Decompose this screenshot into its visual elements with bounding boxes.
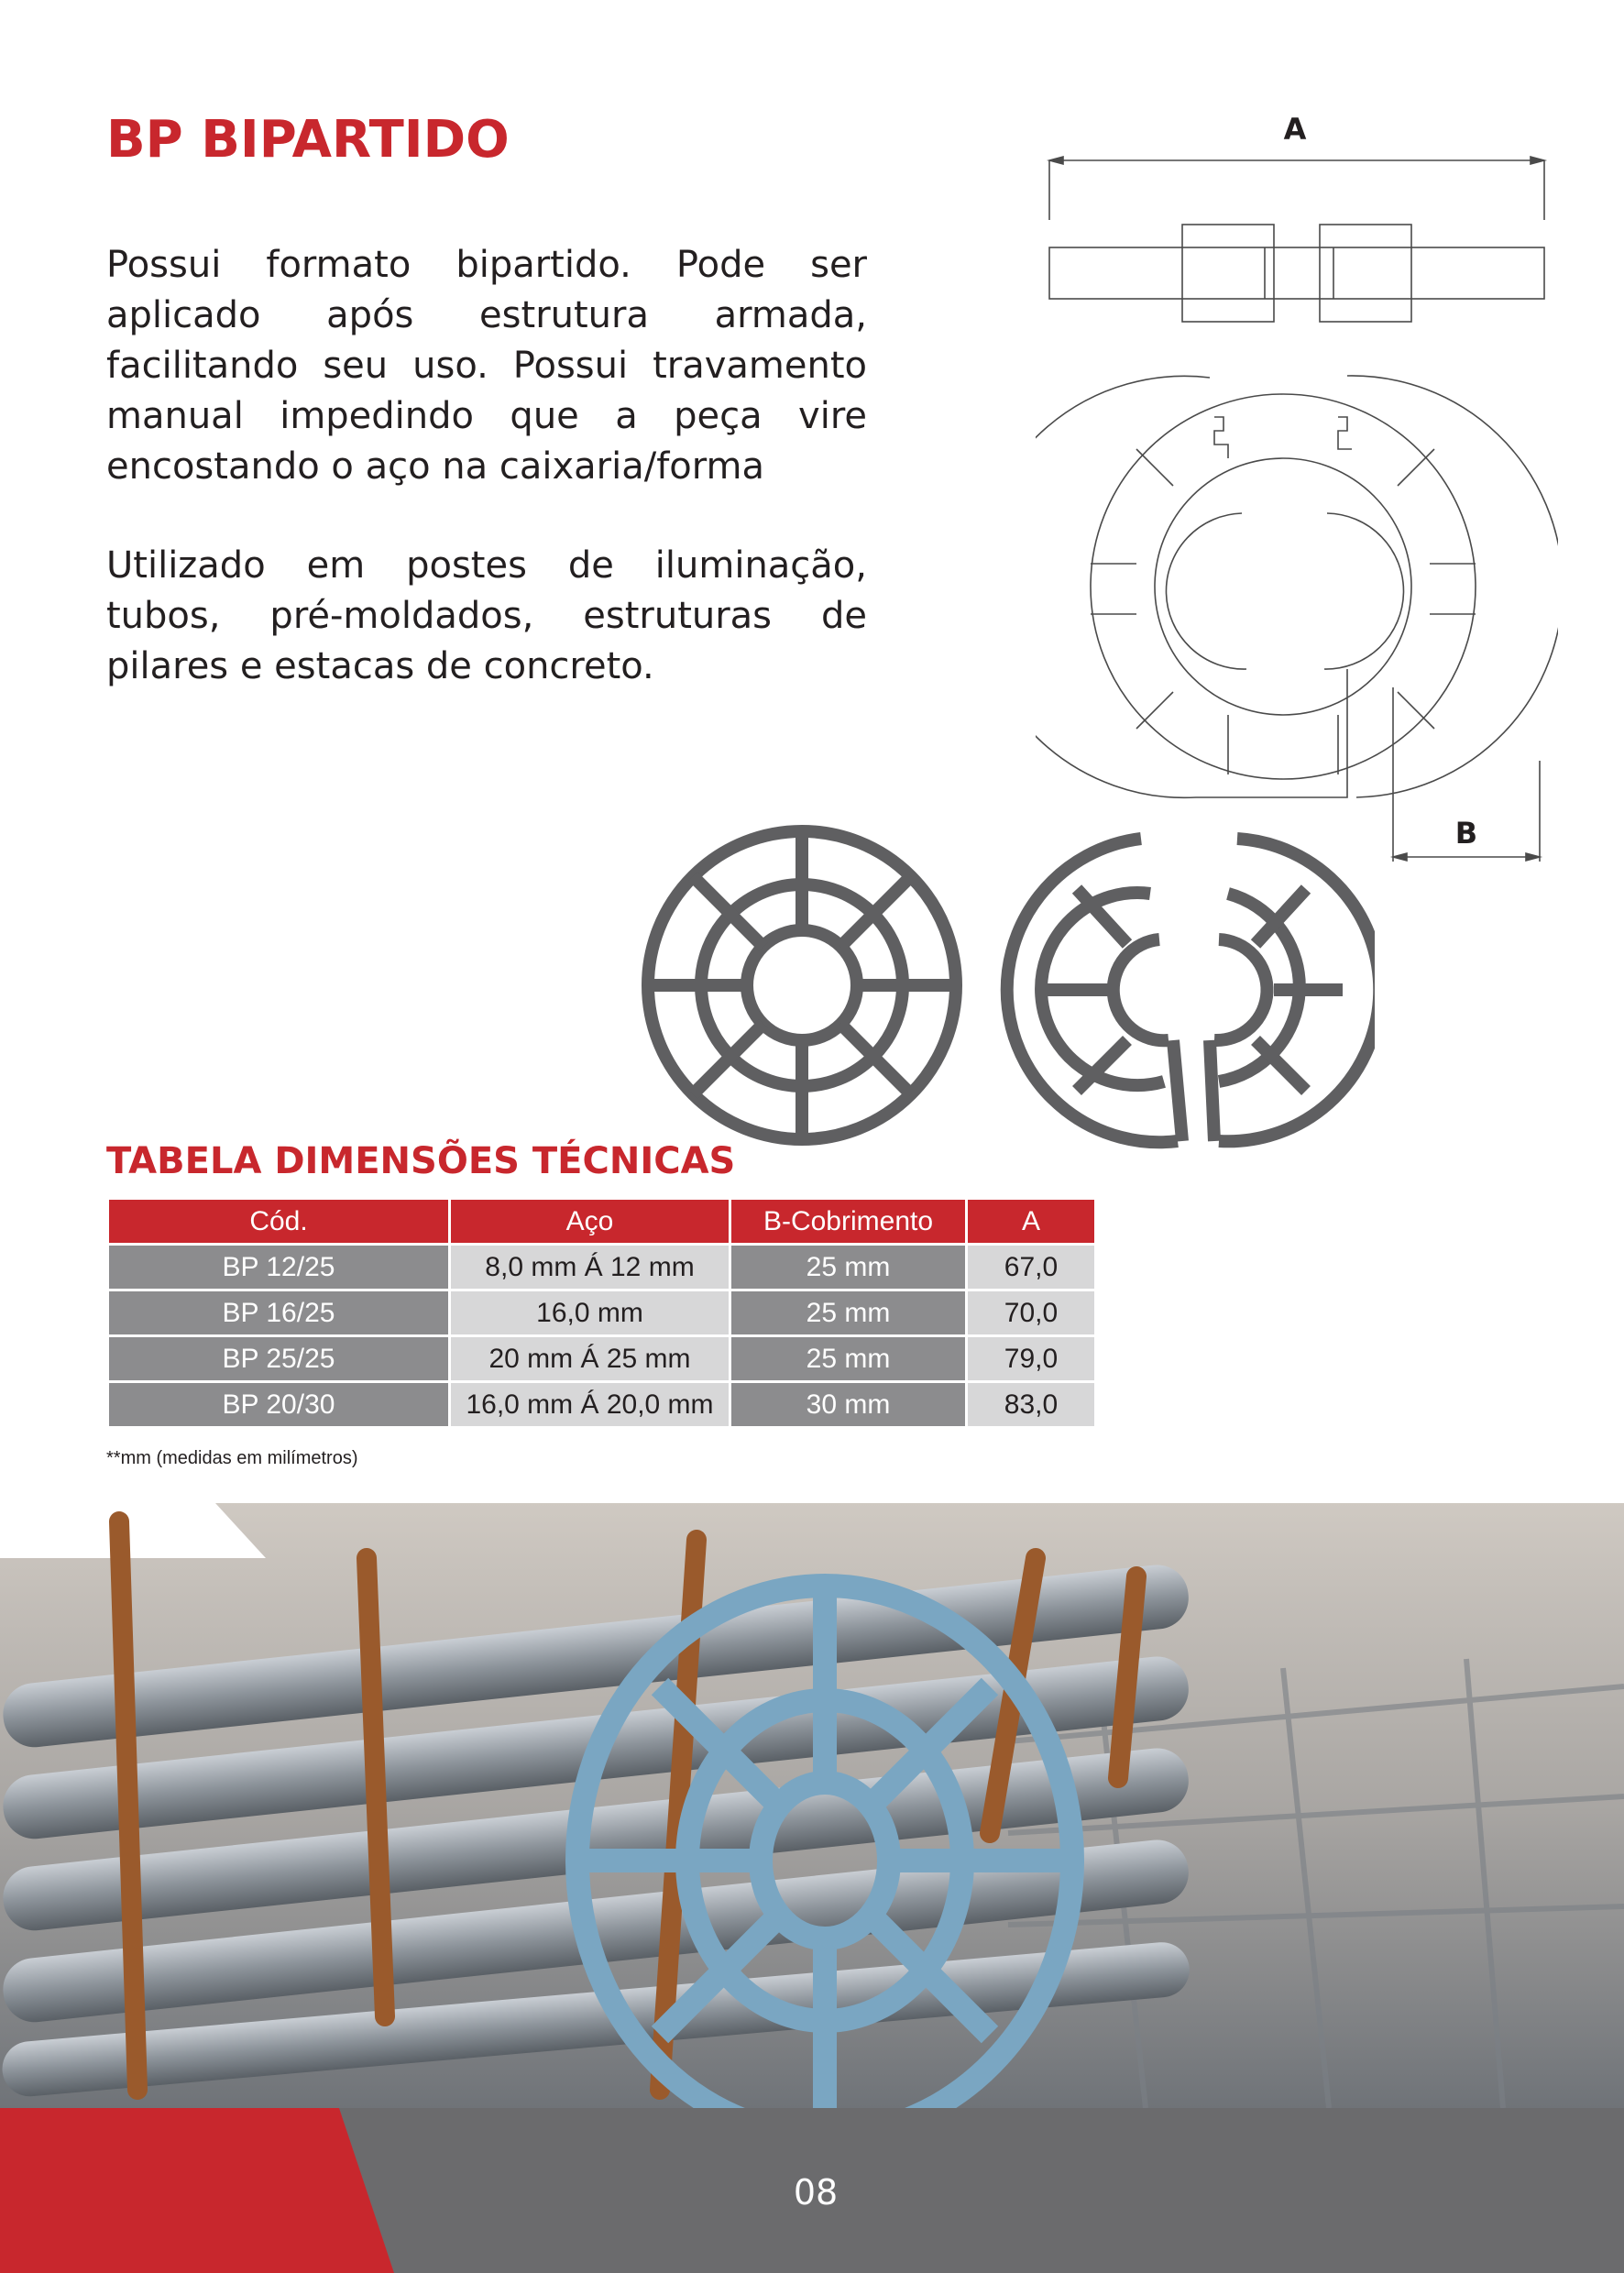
cell-cod: BP 12/25 [109, 1246, 448, 1289]
technical-diagram [1036, 101, 1558, 880]
cell-cobrimento: 30 mm [731, 1383, 965, 1426]
cell-aco: 16,0 mm Á 20,0 mm [451, 1383, 729, 1426]
cell-aco: 20 mm Á 25 mm [451, 1337, 729, 1380]
cell-cobrimento: 25 mm [731, 1246, 965, 1289]
table-row [109, 1246, 1094, 1289]
header-cobrimento: B-Cobrimento [731, 1200, 965, 1243]
cell-a: 79,0 [968, 1337, 1094, 1380]
table-row [109, 1337, 1094, 1380]
spec-table [106, 1197, 1097, 1429]
cell-cod: BP 16/25 [109, 1291, 448, 1334]
table-row [109, 1383, 1094, 1426]
table-header-row [109, 1200, 1094, 1243]
page-number: 08 [793, 2172, 839, 2213]
page-title: BP BIPARTIDO [106, 110, 510, 170]
spacer-open-image [1007, 839, 1375, 1142]
header-cod: Cód. [109, 1200, 448, 1243]
spacer-closed-image [648, 831, 956, 1139]
cell-cobrimento: 25 mm [731, 1291, 965, 1334]
cell-aco: 16,0 mm [451, 1291, 729, 1334]
cell-cod: BP 20/30 [109, 1383, 448, 1426]
rebar-spacer-photo [0, 1503, 1624, 2108]
description-paragraph-2: Utilizado em postes de iluminação, tubos, pré-moldados, estruturas de pilares e estacas de concreto. [106, 544, 867, 687]
cell-a: 83,0 [968, 1383, 1094, 1426]
dimension-a-label: A [1283, 112, 1307, 147]
cell-a: 70,0 [968, 1291, 1094, 1334]
cell-cod: BP 25/25 [109, 1337, 448, 1380]
table-title: TABELA DIMENSÕES TÉCNICAS [106, 1140, 736, 1182]
units-note: **mm (medidas em milímetros) [106, 1448, 358, 1468]
table-row [109, 1291, 1094, 1334]
header-a: A [968, 1200, 1094, 1243]
spacer-product-images [632, 816, 1375, 1155]
cell-cobrimento: 25 mm [731, 1337, 965, 1380]
description-paragraph-1: Possui formato bipartido. Pode ser aplicado após estrutura armada, facilitando seu uso. Possui travamento manual impedindo que a peça vire encostando o aço na caixaria/forma [106, 244, 867, 488]
dimension-b-label: B [1454, 816, 1478, 851]
header-aco: Aço [451, 1200, 729, 1243]
cell-a: 67,0 [968, 1246, 1094, 1289]
cell-aco: 8,0 mm Á 12 mm [451, 1246, 729, 1289]
